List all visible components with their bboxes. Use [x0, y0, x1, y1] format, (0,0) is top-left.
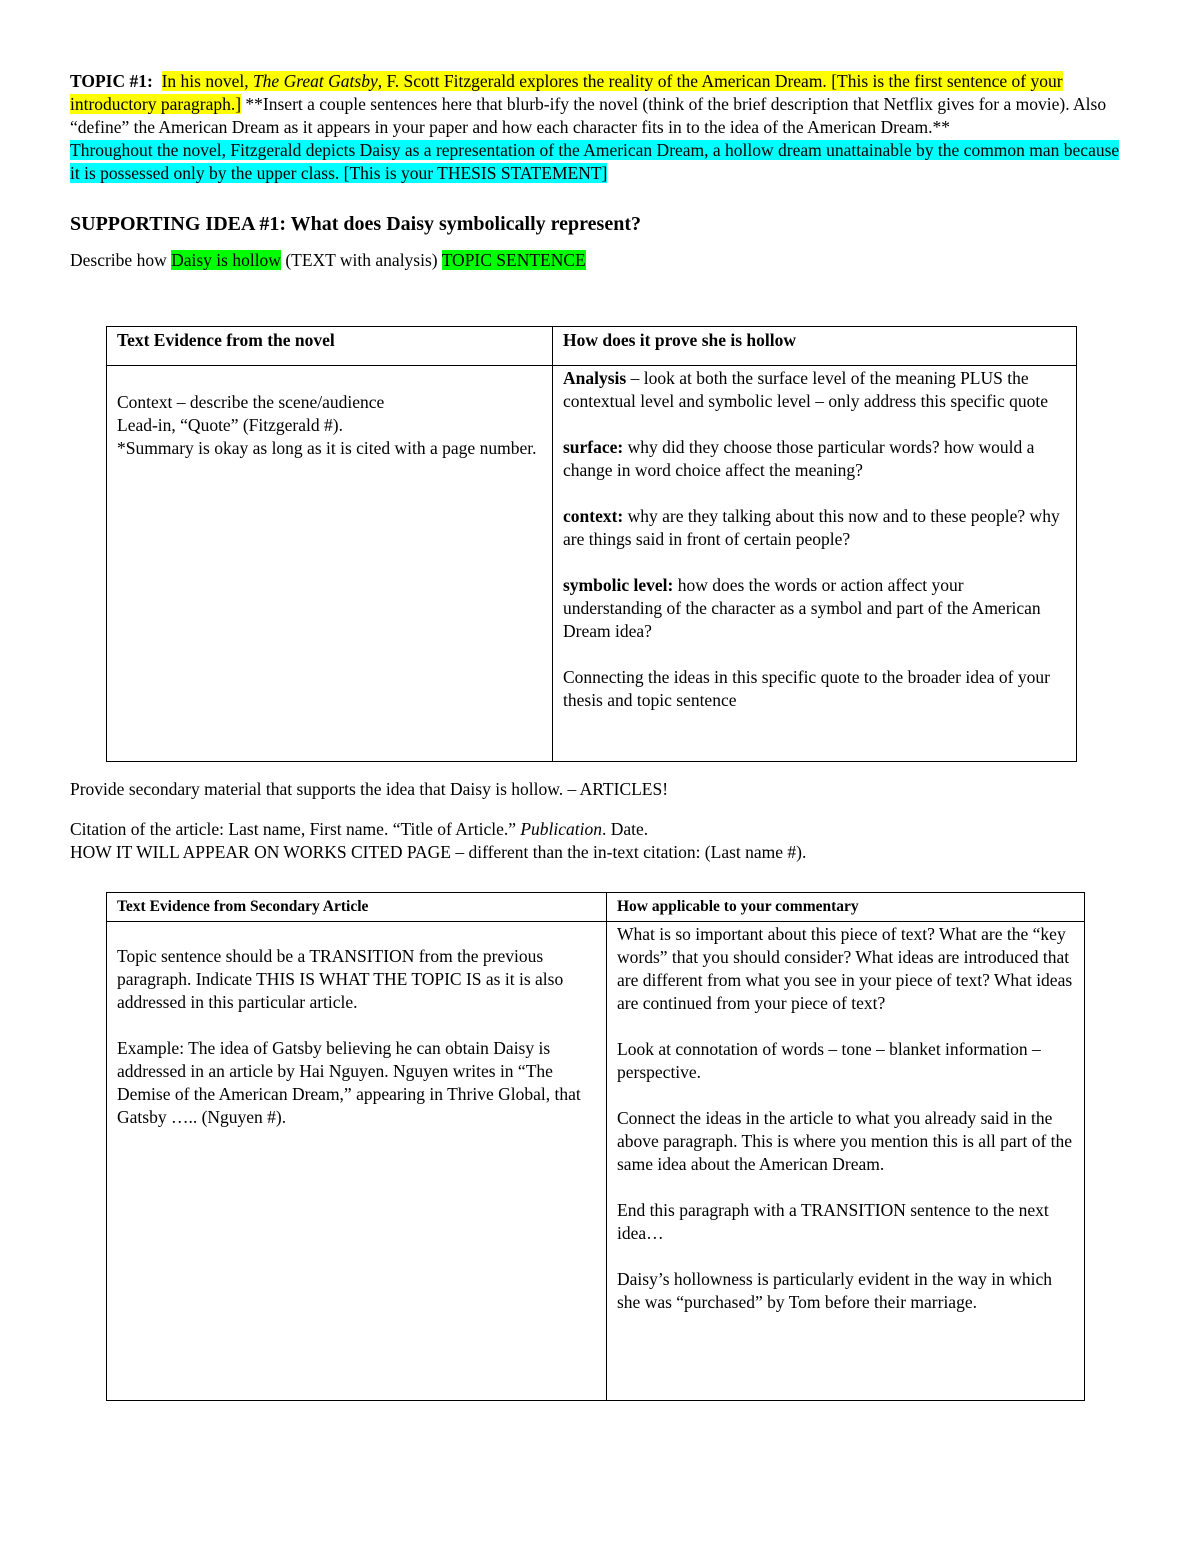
- insert-instructions: **Insert a couple sentences here that blurb-ify the novel (think of the brief description that Netflix gives for a movie). Also “define” the American Dream as it appears in your paper and how each character fits in to the idea of the American Dream.**: [70, 94, 1107, 137]
- context-paragraph: [563, 505, 1066, 551]
- surface-text: why did they choose those particular words? how would a change in word choice affect the meaning?: [563, 437, 1035, 480]
- first-sentence-note: [This is the first sentence of your introductory paragraph.]: [70, 71, 1063, 114]
- novel-evidence-table: [106, 326, 1077, 762]
- analysis-label: Analysis: [563, 368, 627, 388]
- example-paragraph: Example: The idea of Gatsby believing he can obtain Daisy is addressed in an article by Hai Nguyen. Nguyen writes in “The Demise of the American Dream,” appearing in Thrive Global, that Gatsby ….. (Nguyen #).: [117, 1038, 581, 1127]
- thesis-note: [This is your THESIS STATEMENT]: [343, 163, 608, 183]
- analysis-cell: [553, 366, 1077, 762]
- provide-line: Provide secondary material that supports the idea that Daisy is hollow. – ARTICLES!: [70, 779, 669, 799]
- symbolic-text: how does the words or action affect your understanding of the character as a symbol and part of the American Dream idea?: [563, 575, 1041, 641]
- connecting-paragraph: Connecting the ideas in this specific quote to the broader idea of your thesis and topic sentence: [563, 667, 1050, 710]
- table-row: [107, 922, 1085, 1401]
- table-header-cell: Text Evidence from Secondary Article: [107, 893, 607, 922]
- lead-in-line: Lead-in, “Quote” (Fitzgerald #).: [117, 415, 343, 435]
- table-row: [107, 366, 1077, 762]
- analysis-paragraph: [563, 367, 1066, 413]
- citation-text-b: . Date.: [602, 819, 649, 839]
- document-body: [70, 70, 1130, 272]
- supporting-idea-heading: SUPPORTING IDEA #1: What does Daisy symbolically represent?: [70, 213, 641, 235]
- table-header-row: [107, 893, 1085, 922]
- symbolic-label: symbolic level:: [563, 575, 674, 595]
- symbolic-paragraph: [563, 574, 1066, 643]
- table-header-cell: How does it prove she is hollow: [553, 327, 1077, 366]
- table-header-cell: Text Evidence from the novel: [107, 327, 553, 366]
- citation-publication: Publication: [520, 819, 603, 839]
- commentary-cell: [607, 922, 1085, 1401]
- summary-line: *Summary is okay as long as it is cited with a page number.: [117, 438, 537, 458]
- novel-title: The Great Gatsby: [252, 71, 378, 91]
- describe-text-a: Describe how: [70, 250, 172, 270]
- context-text: why are they talking about this now and to these people? why are things said in front of certain people?: [563, 506, 1060, 549]
- transition-paragraph: Topic sentence should be a TRANSITION from the previous paragraph. Indicate THIS IS WHAT THE TOPIC IS as it is also addressed in this particular article.: [117, 946, 564, 1012]
- works-cited-line: HOW IT WILL APPEAR ON WORKS CITED PAGE – different than the in-text citation: (Last name #).: [70, 842, 807, 862]
- surface-label: surface:: [563, 437, 624, 457]
- analysis-text: – look at both the surface level of the meaning PLUS the contextual level and symbolic level – only address this specific quote: [563, 368, 1049, 411]
- end-transition-paragraph: End this paragraph with a TRANSITION sentence to the next idea…: [617, 1200, 1049, 1243]
- hollowness-paragraph: Daisy’s hollowness is particularly evident in the way in which she was “purchased” by Tom before their marriage.: [617, 1269, 1052, 1312]
- importance-paragraph: What is so important about this piece of text? What are the “key words” that you should consider? What ideas are introduced that are different from what you see in your piece of text? What ideas are continued from your piece of text?: [617, 924, 1073, 1013]
- table-header-row: [107, 327, 1077, 366]
- thesis-statement: [70, 140, 1119, 183]
- table-header-cell: How applicable to your commentary: [607, 893, 1085, 922]
- surface-paragraph: [563, 436, 1066, 482]
- citation-text-a: Citation of the article: Last name, First name. “Title of Article.”: [70, 819, 521, 839]
- topic-paragraph: [70, 70, 1130, 139]
- secondary-material-section: [70, 778, 1130, 864]
- first-sentence-part-a: In his novel,: [161, 71, 253, 91]
- secondary-evidence-cell: [107, 922, 607, 1401]
- describe-text-b: (TEXT with analysis): [280, 250, 442, 270]
- first-sentence-part-b: , F. Scott Fitzgerald explores the reality of the American Dream.: [377, 71, 827, 91]
- context-line: Context – describe the scene/audience: [117, 392, 385, 412]
- intro-paragraph: [70, 70, 1130, 185]
- daisy-hollow-highlight: Daisy is hollow: [171, 250, 281, 270]
- thesis-paragraph: [70, 139, 1130, 185]
- topic-sentence-highlight: TOPIC SENTENCE: [441, 250, 586, 270]
- describe-line: [70, 249, 1130, 272]
- secondary-evidence-table: [106, 892, 1085, 1401]
- connotation-paragraph: Look at connotation of words – tone – blanket information – perspective.: [617, 1039, 1041, 1082]
- topic-label: TOPIC #1:: [70, 71, 153, 91]
- connect-paragraph: Connect the ideas in the article to what you already said in the above paragraph. This is where you mention this is all part of the same idea about the American Dream.: [617, 1108, 1073, 1174]
- citation-line: [70, 818, 1130, 841]
- thesis-text: Throughout the novel, Fitzgerald depicts Daisy as a representation of the American Dream, a hollow dream unattainable by the common man because it is possessed only by the upper class.: [70, 140, 1120, 183]
- evidence-cell: [107, 366, 553, 762]
- context-label: context:: [563, 506, 624, 526]
